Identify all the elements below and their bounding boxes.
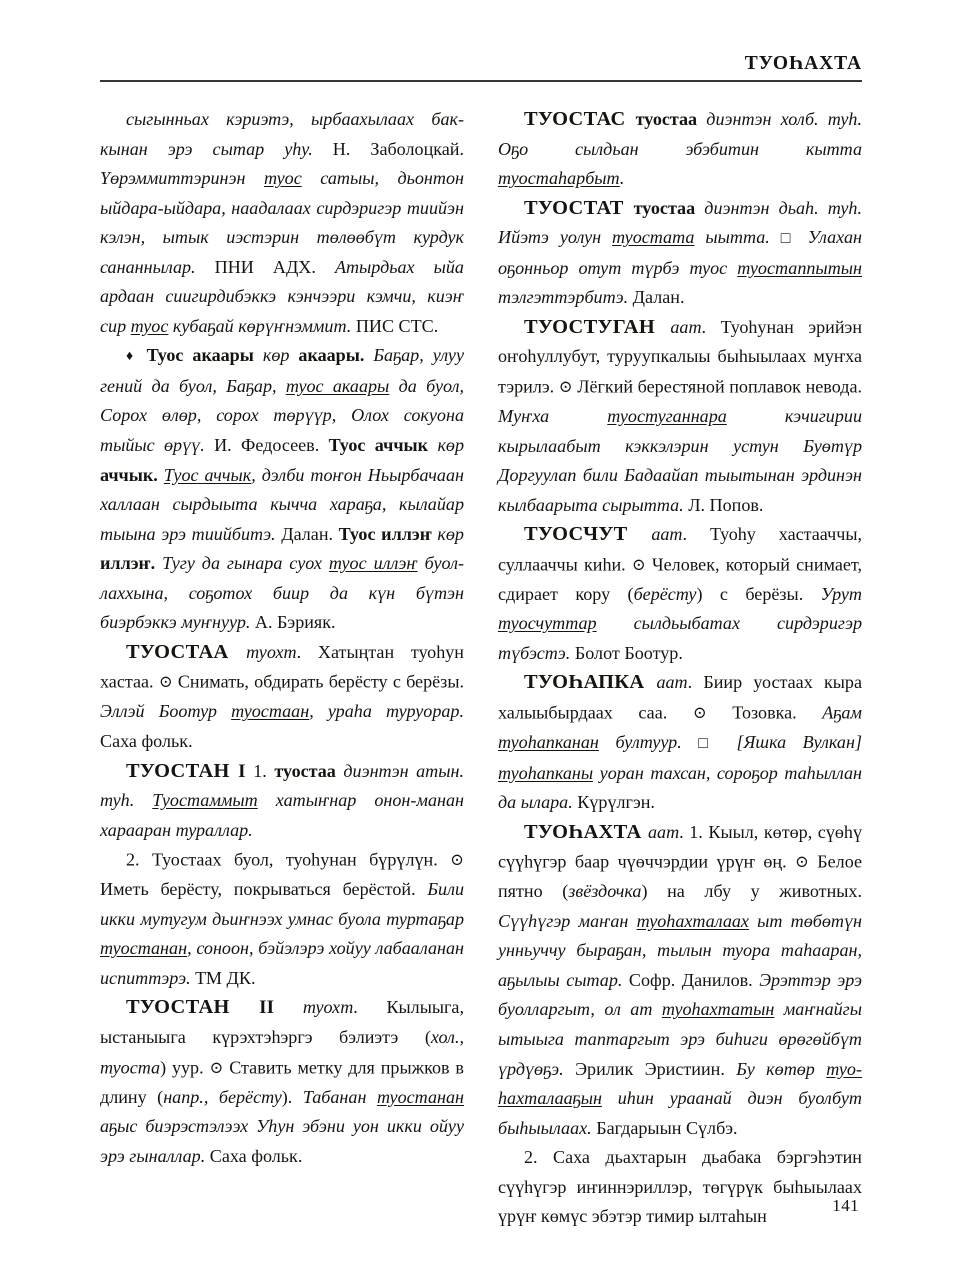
bold-term: Туос акаары xyxy=(146,345,263,366)
text-run: Н. Заболоцкай. xyxy=(312,138,465,159)
roman-numeral: I xyxy=(238,760,254,782)
circled-dot-marker-icon: ⊙ xyxy=(631,554,646,574)
underlined-form: туоһапканан xyxy=(498,731,599,752)
underlined-form: туос акаары xyxy=(285,375,390,396)
underlined-form: туоһахтатын xyxy=(661,999,775,1020)
text-run: сатыы, дьонтон ыйдара-ыйдара, наадалаах сирдэригэр тиийэн кэлэн, ытык иэстэрин төлөөбүт курдук сананнылар. xyxy=(100,168,464,277)
text-run: көр xyxy=(437,435,465,456)
right-sense xyxy=(498,1143,862,1232)
circled-dot-marker-icon: ⊙ xyxy=(795,852,809,872)
underlined-form: туос иллэҥ xyxy=(328,553,418,574)
bold-term: акаары. xyxy=(298,345,374,366)
left-entry xyxy=(100,993,464,1171)
text-run: , дэлби тоҥон Ньырбачаан халлаан сырдыыта кычча хараҕа, кылайар тыына эрэ тиийбитэ. xyxy=(100,464,464,544)
text-run: 2. Саха дьахтарын дьабака бэргэһэтин сүүһүгэр иҥиннэриллэр, төгүрүк быһыылаах үрүҥ көмүс эбэтэр тимир ылтаһын xyxy=(498,1147,862,1227)
text-run: , соноон, бэйэлэрэ хойуу лабааланан испиттэрэ. xyxy=(100,938,464,988)
right-entry xyxy=(498,520,862,668)
right-entry xyxy=(498,194,862,313)
text-run: уоран тахсан, сороҕор таһыллан да ылара. xyxy=(498,762,862,813)
underlined-form: туостанан xyxy=(100,938,188,959)
open-square-marker-icon: □ xyxy=(698,734,720,752)
text-run: Аҕам xyxy=(822,702,862,723)
text-run: ) с берёзы. xyxy=(696,583,821,604)
text-run: Үөрэммиттэринэн xyxy=(100,168,265,189)
text-run: Иметь берёсту, покрываться берёстой. xyxy=(100,879,428,900)
text-run: көр xyxy=(262,345,299,366)
text-run: диэнтэн холб. туһ. Оҕо сылдьан эбэбитин кытта xyxy=(498,109,862,159)
running-head-title: ТУОҺАХТА xyxy=(744,53,862,74)
entry-headword: ТУОСЧУТ xyxy=(524,523,652,546)
text-run: Белое пятно ( xyxy=(498,851,862,902)
text-run: Атырдьах ыйа ардаан сиигирдибэккэ кэнчээри кэмчи, киэҥ сир xyxy=(100,256,464,336)
text-run: Саха фольк. xyxy=(205,1145,303,1166)
underlined-form: туоһахталааҕын xyxy=(498,1058,863,1109)
text-run: диэнтэн атын. туһ. xyxy=(100,760,464,811)
text-run: Били икки мутугум дьиҥнээх умнас буола туртаҕар xyxy=(100,879,464,929)
text-run: иһин ураанай диэн буолбут быһыылаах. xyxy=(498,1088,862,1138)
text-run: ыытта. xyxy=(694,227,781,248)
bold-term: туостаа xyxy=(633,197,705,218)
text-run: аат xyxy=(670,316,702,337)
text-run: Лёгкий берестяной поплавок невода. xyxy=(572,376,862,397)
underlined-form: Туостаммыт xyxy=(152,790,258,811)
text-run: хатыҥнар онон-манан харааран тураллар. xyxy=(100,790,464,840)
running-head-rule xyxy=(100,80,862,82)
text-run: хол., туоста xyxy=(100,1026,464,1077)
bold-term: туостаа xyxy=(635,109,707,129)
text-run: сыгынньах кэриэтэ, ырбаахылаах баккынан эрэ сытар уһу. xyxy=(100,109,464,159)
text-run: Бу көтөр xyxy=(736,1058,827,1079)
text-run: аат xyxy=(647,821,680,842)
text-run: Л. Попов. xyxy=(683,494,764,515)
right-entry xyxy=(498,105,862,194)
circled-dot-marker-icon: ⊙ xyxy=(209,1057,224,1077)
underlined-form: туосчуттар xyxy=(498,613,597,634)
text-run: Саха фольк. xyxy=(100,730,193,751)
text-run: Тозовка. xyxy=(706,702,823,723)
underlined-form: туоһапканы xyxy=(498,762,594,783)
circled-dot-marker-icon: ⊙ xyxy=(450,850,464,870)
text-run: Күрүлгэн. xyxy=(572,792,655,813)
right-entry xyxy=(498,668,862,817)
underlined-form: Туос аччык xyxy=(163,464,252,485)
open-square-marker-icon: □ xyxy=(780,230,797,248)
text-run: сылдьыбатах сирдэригэр түбэстэ. xyxy=(498,613,862,663)
text-run: көр xyxy=(437,523,464,544)
text-run: Эллэй Боотур xyxy=(100,701,232,722)
underlined-form: туостаппытын xyxy=(737,257,862,278)
bold-term: Туос аччык xyxy=(328,435,438,456)
right-entry xyxy=(498,818,862,1144)
left-sense xyxy=(100,845,464,993)
entry-headword: ТУОҺАХТА xyxy=(524,820,648,843)
underlined-form: туостата xyxy=(612,227,695,248)
text-run: [Яшка Вулкан] xyxy=(719,731,862,752)
text-run: . xyxy=(619,168,625,189)
text-run: туохт xyxy=(302,997,354,1018)
text-run: аат xyxy=(656,672,688,693)
underlined-form: туостаһарбыт xyxy=(498,168,620,189)
left-phrase-group xyxy=(100,341,464,637)
text-run: звёздочка xyxy=(568,881,642,902)
circled-dot-marker-icon: ⊙ xyxy=(558,376,573,396)
underlined-form: туостаан xyxy=(231,701,310,722)
text-run: ) уур. xyxy=(160,1057,210,1077)
text-run: ПНИ АДХ. xyxy=(195,256,335,277)
underlined-form: туостуганнара xyxy=(607,405,727,426)
text-run: Урут xyxy=(820,583,862,604)
text-run: диэнтэн дьаһ. туһ. Ийэтэ уолун xyxy=(498,197,862,248)
left-entry xyxy=(100,638,464,757)
text-run: Болот Боотур. xyxy=(570,642,683,663)
entry-headword: ТУОСТАТ xyxy=(524,196,634,219)
text-run: туохт xyxy=(246,641,297,662)
text-run: , ураһа туруорар. xyxy=(309,701,464,722)
text-run: кубаҕай көрүҥнэммит. xyxy=(168,315,352,336)
entry-headword: ТУОСТАА xyxy=(126,640,247,663)
text-run: Эрилик Эристиин. xyxy=(563,1058,737,1079)
left-column xyxy=(100,105,464,1165)
text-run: Человек, который снимает, сдирает кору ( xyxy=(498,554,862,604)
text-run: аҕыс биэрэстэлээх Уһун эбэни уон икки ойуу эрэ гыналлар. xyxy=(100,1116,464,1166)
text-run: тэлгэттэрбитэ. xyxy=(498,287,629,308)
underlined-form: туос xyxy=(130,315,169,336)
bold-term: иллэҥ. xyxy=(100,553,163,574)
text-run: . Хатыңтан туоһун хастаа. xyxy=(100,641,464,692)
entry-headword: ТУОСТАС xyxy=(524,108,636,130)
text-run: ТМ ДК. xyxy=(190,967,256,988)
text-run: 2. Туостаах буол, туоһунан бүрүлүн. xyxy=(126,849,451,870)
text-run: берёсту xyxy=(633,583,697,604)
text-run: да буол, Сорох өлөр, сорох төрүүр, Олох сокуона тыйыс өрүү. xyxy=(100,375,465,456)
text-run: Далан. xyxy=(628,287,685,308)
text-run: Табанан xyxy=(302,1086,377,1107)
left-entry xyxy=(100,757,464,846)
text-run: Эрэттэр эрэ буолларгыт, ол ат xyxy=(498,969,862,1020)
circled-dot-marker-icon: ⊙ xyxy=(158,672,173,692)
text-run: . Туоһунан эрийэн оҥоһуллубут, туруупкалыы быһыылаах муҥха тэрилэ. xyxy=(498,316,862,397)
entry-headword: ТУОСТАН xyxy=(126,996,260,1019)
text-run: Ставить метку для прыжков в длину ( xyxy=(100,1057,464,1107)
entry-headword: ТУОҺАПКА xyxy=(524,671,657,694)
right-entry xyxy=(498,313,862,520)
text-run: А. Бэрияк. xyxy=(250,612,336,633)
text-run: Багдарыын Сүлбэ. xyxy=(591,1117,738,1138)
text-run: Тугу да гынара суох xyxy=(162,553,329,574)
entry-headword: ТУОСТАН xyxy=(126,759,239,782)
text-run: ) на лбу у животных. xyxy=(641,881,862,902)
running-head xyxy=(100,52,862,86)
text-run: ). xyxy=(281,1086,303,1107)
text-run: . 1. Кыыл, көтөр, сүөһү сүүһүгэр баар чүөччэрдии үрүҥ өң. xyxy=(498,821,863,872)
text-run: аат xyxy=(651,524,683,545)
text-run: буоллаххына, соҕотох биир да күн бүтэн биэрбэккэ муҥнуур. xyxy=(100,553,464,633)
bold-term: Туос иллэҥ xyxy=(338,523,438,544)
text-run: . Туоһу хастааччы, суллааччы киһи. xyxy=(498,524,862,575)
text-run: . Кылыыга, ыстаныыга күрэхтэһэргэ бэлиэтэ ( xyxy=(100,997,464,1047)
roman-numeral: II xyxy=(259,997,303,1019)
text-run: Улахан оҕонньор отут түрбэ туос xyxy=(498,227,863,278)
text-run: напр., берёсту xyxy=(163,1086,282,1107)
text-run: Баҕар, улуу гений да буол, Баҕар, xyxy=(100,345,464,396)
underlined-form: туоһахталаах xyxy=(636,910,749,931)
left-continuation xyxy=(100,105,464,341)
text-run xyxy=(138,345,147,365)
underlined-form: туостанан xyxy=(376,1086,464,1107)
text-run: Сүүһүгэр маҥан xyxy=(498,910,637,931)
underlined-form: туос xyxy=(264,168,302,189)
text-run: ыт төбөтүн унньуччу быраҕан, тылын туора таһааран, аҕылыы сытар. xyxy=(498,910,862,990)
bold-term: туостаа xyxy=(274,760,344,781)
entry-headword: ТУОСТУГАН xyxy=(524,315,671,338)
text-run: Снимать, обдирать берёсту с берёзы. xyxy=(172,671,464,692)
text-run: бултуур. xyxy=(598,731,699,752)
text-run: . Биир уостаах кыра халыыбырдаах саа. xyxy=(498,672,862,723)
text-run: кэчигирии кырылаабыт кэккэлэрин устун Буөтүр Доргуулап били Бадаайап тыытынан эрдинэн кылбаарыта сырытта. xyxy=(498,405,862,515)
page-number: 141 xyxy=(832,1196,859,1215)
text-run: Далан. xyxy=(275,523,339,544)
text-run: Софр. Данилов. xyxy=(622,969,760,990)
circled-dot-marker-icon: ⊙ xyxy=(692,702,707,722)
text-run: маҥнайгы ытыыга таптаргыт эрэ биһиги өрөгөйбүт үрдүөҕэ. xyxy=(498,999,862,1079)
bold-term: аччык. xyxy=(100,464,164,485)
text-run: И. Федосеев. xyxy=(204,435,329,456)
text-run: ПИС СТС. xyxy=(351,315,439,336)
text-run: Муҥха xyxy=(498,405,608,426)
text-run: 1. xyxy=(253,760,275,781)
diamond-marker-icon: ♦ xyxy=(126,349,138,365)
